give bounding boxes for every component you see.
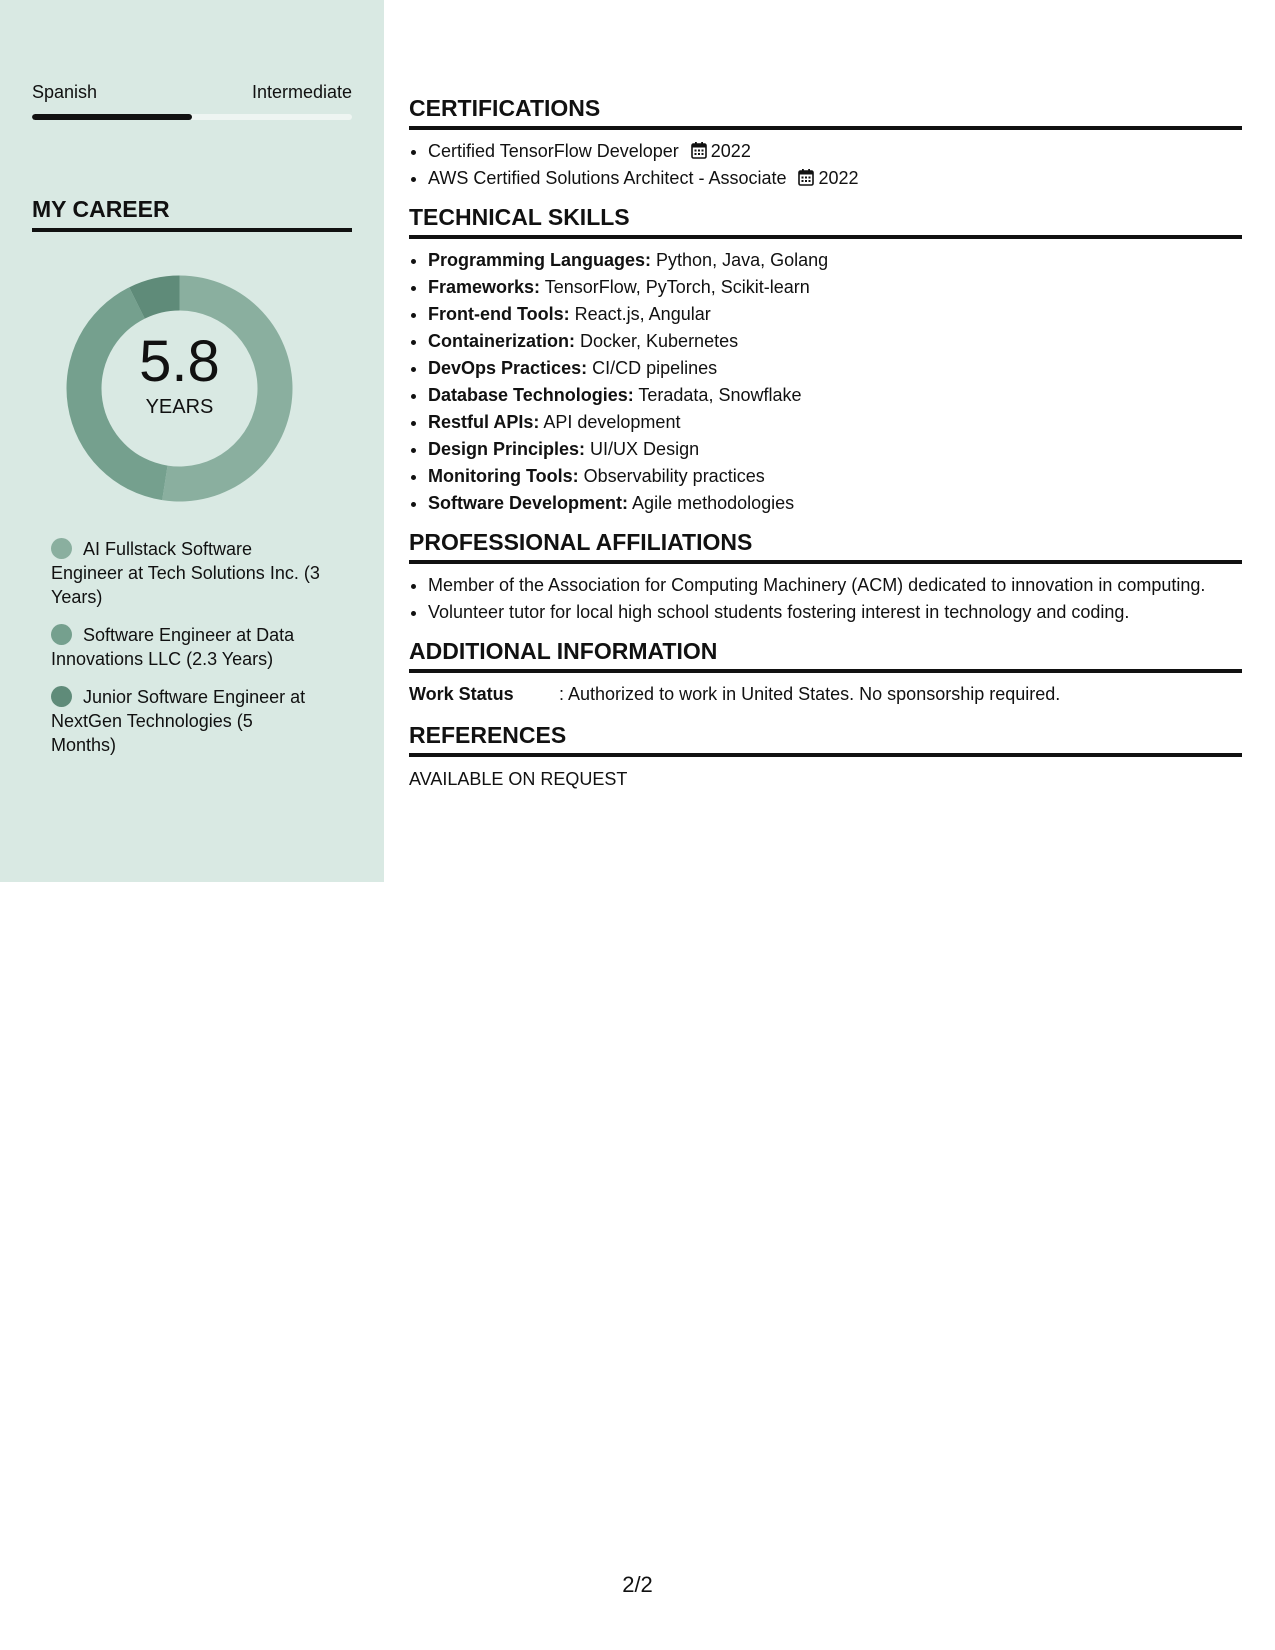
work-status-value: : Authorized to work in United States. No sponsorship required.	[559, 684, 1061, 704]
career-donut-chart	[66, 275, 293, 502]
skill-value: Observability practices	[578, 466, 765, 486]
skill-value: Agile methodologies	[628, 493, 795, 513]
skill-item	[428, 302, 1242, 326]
additional-info-heading: ADDITIONAL INFORMATION	[409, 637, 1242, 673]
work-status-label: Work Status	[409, 684, 514, 704]
certification-name: AWS Certified Solutions Architect - Associate	[428, 168, 787, 188]
certification-item	[428, 139, 1242, 163]
certification-year: 2022	[818, 168, 859, 188]
certifications-list	[409, 139, 1242, 190]
skill-label: DevOps Practices:	[428, 358, 588, 378]
language-row	[32, 82, 352, 106]
career-item-text: Junior Software Engineer at NextGen Technologies (5 Months)	[51, 687, 306, 755]
page-number: 2/2	[622, 1572, 653, 1597]
certifications-heading: CERTIFICATIONS	[409, 94, 1242, 130]
language-proficiency-bar	[32, 114, 352, 120]
skill-label: Front-end Tools:	[428, 304, 570, 324]
language-name: Spanish	[32, 82, 98, 102]
technical-skills-list	[409, 248, 1242, 515]
certification-item	[428, 166, 1242, 190]
career-item-text: AI Fullstack Software Engineer at Tech Solutions Inc. (3 Years)	[51, 539, 320, 607]
affiliations-section	[409, 528, 1242, 624]
career-heading: MY CAREER	[32, 196, 352, 232]
calendar-icon	[691, 141, 707, 159]
language-proficiency-fill	[32, 114, 192, 120]
skill-label: Software Development:	[428, 493, 629, 513]
skill-label: Design Principles:	[428, 439, 586, 459]
calendar-icon	[798, 168, 814, 186]
skill-value: TensorFlow, PyTorch, Scikit-learn	[540, 277, 810, 297]
skill-item	[428, 437, 1242, 461]
skill-item	[428, 464, 1242, 488]
career-total-unit: YEARS	[145, 396, 214, 418]
skill-value: CI/CD pipelines	[587, 358, 718, 378]
skill-value: Python, Java, Golang	[651, 250, 829, 270]
main-content	[409, 94, 1242, 791]
affiliation-item: • Member of the Association for Computing Machinery (ACM) dedicated to innovation in computing.	[428, 573, 1242, 597]
language-level: Intermediate	[251, 82, 352, 102]
references-heading: REFERENCES	[409, 721, 1242, 757]
affiliations-heading: PROFESSIONAL AFFILIATIONS	[409, 528, 1242, 564]
career-dot-icon	[51, 538, 72, 559]
skill-label: Frameworks:	[428, 277, 541, 297]
technical-skills-heading: TECHNICAL SKILLS	[409, 203, 1242, 239]
skill-item	[428, 329, 1242, 353]
references-section	[409, 721, 1242, 791]
additional-info-section	[409, 637, 1242, 706]
career-item	[51, 685, 321, 757]
skill-item	[428, 491, 1242, 515]
career-item	[51, 623, 321, 671]
references-text: AVAILABLE ON REQUEST	[409, 769, 628, 789]
skill-value: React.js, Angular	[569, 304, 711, 324]
certifications-section	[409, 94, 1242, 190]
skill-value: UI/UX Design	[585, 439, 700, 459]
sidebar	[0, 0, 384, 882]
skill-label: Database Technologies:	[428, 385, 634, 405]
technical-skills-section	[409, 203, 1242, 515]
career-dot-icon	[51, 686, 72, 707]
affiliation-item: • Volunteer tutor for local high school students fostering interest in technology and coding.	[428, 600, 1242, 624]
skill-label: Programming Languages:	[428, 250, 652, 270]
certification-name: Certified TensorFlow Developer	[428, 141, 679, 161]
career-dot-icon	[51, 624, 72, 645]
skill-item	[428, 356, 1242, 380]
career-total-value: 5.8	[139, 329, 220, 394]
skill-label: Monitoring Tools:	[428, 466, 579, 486]
career-item	[51, 537, 321, 609]
work-status-row	[409, 682, 1242, 706]
skill-label: Restful APIs:	[428, 412, 540, 432]
skill-value: Teradata, Snowflake	[633, 385, 802, 405]
skill-value: Docker, Kubernetes	[575, 331, 739, 351]
affiliations-list	[409, 573, 1242, 624]
skill-value: API development	[539, 412, 681, 432]
career-item-text: Software Engineer at Data Innovations LLC (2.3 Years)	[51, 625, 295, 669]
skill-item	[428, 275, 1242, 299]
certification-year: 2022	[710, 141, 751, 161]
skill-item	[428, 410, 1242, 434]
skill-label: Containerization:	[428, 331, 575, 351]
skill-item	[428, 248, 1242, 272]
skill-item	[428, 383, 1242, 407]
career-list	[51, 537, 321, 771]
